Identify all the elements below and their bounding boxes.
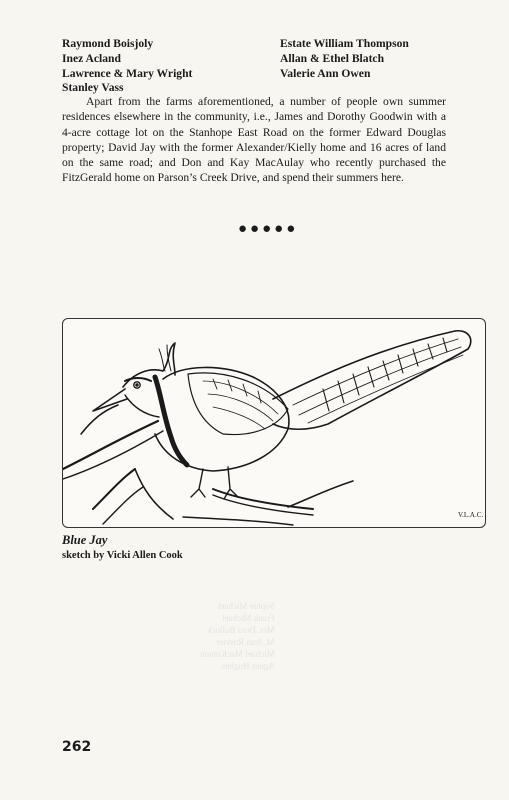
section-separator: ●●●●● — [238, 221, 299, 237]
name-entry: Inez Acland — [62, 51, 121, 65]
artist-signature: V.L.A.C. — [458, 511, 484, 519]
name-entry: Estate William Thompson — [280, 37, 409, 50]
body-paragraph: Apart from the farms aforementioned, a number of people own summer residences elsewhere in the community, i.e., James and Dorothy Goodwin with a 4-acre cottage lot on the Stanhope East Road on the former Edward Douglas property; David Jay with the former Alexander/Kielly home and 16 acres of land on the same road; and Don and Kay MacAulay who recently purchased the FitzGerald home on Parson’s Creek Drive, and spend their summers here. — [62, 95, 446, 185]
blue-jay-illustration — [62, 318, 486, 528]
name-entry: Allan & Ethel Blatch — [280, 51, 385, 65]
page-number: 262 — [62, 739, 92, 755]
bleed-through-texture: Sophie Michael Frank Michael Mrs. Dora Bullock M. Jean Rosvier Michael MacKinnon Agnes Hughes — [200, 601, 275, 671]
caption-credit: sketch by Vicki Allen Cook — [62, 550, 183, 561]
blue-jay-sketch — [63, 319, 485, 527]
name-list — [62, 37, 462, 96]
name-entry: Stanley Vass — [62, 81, 124, 95]
caption-title: Blue Jay — [62, 533, 108, 547]
name-entry: Lawrence & Mary Wright — [62, 66, 193, 80]
name-entry: Valerie Ann Owen — [280, 66, 371, 80]
name-entry: Raymond Boisjoly — [62, 37, 154, 50]
